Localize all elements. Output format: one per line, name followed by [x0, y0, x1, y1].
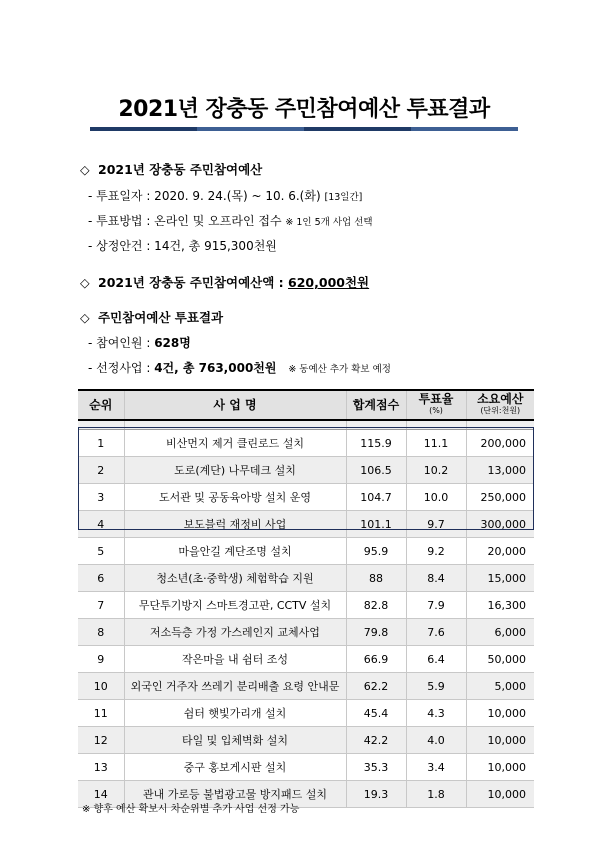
table-row	[78, 700, 534, 727]
header-budget-label: 소요예산	[477, 392, 524, 406]
row-rate: 4.3	[406, 700, 466, 727]
table-row	[78, 727, 534, 754]
row-rank: 7	[78, 592, 124, 619]
row-project-name: 보도블럭 재정비 사업	[124, 511, 346, 538]
row-budget: 15,000	[466, 565, 534, 592]
section-3-heading	[80, 308, 223, 326]
footnote: ※ 향후 예산 확보시 차순위별 추가 사업 선정 가능	[82, 804, 300, 815]
row-score: 42.2	[346, 727, 406, 754]
row-project-name: 타일 및 입체벽화 설치	[124, 727, 346, 754]
row-score: 62.2	[346, 673, 406, 700]
table-row	[78, 754, 534, 781]
row-rank: 6	[78, 565, 124, 592]
agenda-line	[88, 237, 277, 254]
row-score: 45.4	[346, 700, 406, 727]
row-rank: 11	[78, 700, 124, 727]
participants-label: - 참여인원 :	[88, 336, 155, 350]
row-score: 82.8	[346, 592, 406, 619]
selected-note: ※ 동예산 추가 확보 예정	[288, 364, 391, 375]
row-budget: 5,000	[466, 673, 534, 700]
row-score: 88	[346, 565, 406, 592]
table-row	[78, 646, 534, 673]
section-1-title: 2021년 장충동 주민참여예산	[98, 162, 263, 177]
row-project-name: 도로(계단) 나무데크 설치	[124, 457, 346, 484]
vote-method-text: - 투표방법 : 온라인 및 오프라인 접수	[88, 214, 282, 228]
section-1-heading	[80, 160, 262, 178]
row-rate: 9.2	[406, 538, 466, 565]
row-rate: 5.9	[406, 673, 466, 700]
row-budget: 10,000	[466, 781, 534, 808]
row-budget: 10,000	[466, 754, 534, 781]
row-rank: 12	[78, 727, 124, 754]
participants-value: 628명	[154, 336, 191, 350]
row-rate: 6.4	[406, 646, 466, 673]
vote-method-note: ※ 1인 5개 사업 선택	[285, 217, 373, 228]
row-score: 95.9	[346, 538, 406, 565]
row-budget: 16,300	[466, 592, 534, 619]
vote-method-line	[88, 212, 373, 229]
agenda-text: - 상정안건 : 14건, 총 915,300천원	[88, 239, 277, 253]
table-row	[78, 673, 534, 700]
row-rank: 10	[78, 673, 124, 700]
row-rank: 2	[78, 457, 124, 484]
vote-date-text: - 투표일자 : 2020. 9. 24.(목) ~ 10. 6.(화)	[88, 189, 321, 203]
table-row	[78, 511, 534, 538]
budget-amount: 620,000천원	[288, 275, 370, 290]
row-rate: 7.6	[406, 619, 466, 646]
row-budget: 13,000	[466, 457, 534, 484]
row-rank: 1	[78, 430, 124, 457]
table-row	[78, 430, 534, 457]
row-budget: 10,000	[466, 700, 534, 727]
row-score: 35.3	[346, 754, 406, 781]
row-budget: 250,000	[466, 484, 534, 511]
title-underline	[90, 127, 518, 131]
header-name: 사 업 명	[124, 390, 346, 420]
row-project-name: 중구 홍보게시판 설치	[124, 754, 346, 781]
row-rank: 8	[78, 619, 124, 646]
row-rate: 8.4	[406, 565, 466, 592]
row-rank: 13	[78, 754, 124, 781]
selected-label: - 선정사업 :	[88, 361, 155, 375]
row-budget: 200,000	[466, 430, 534, 457]
row-rank: 3	[78, 484, 124, 511]
header-rate	[406, 390, 466, 420]
row-budget: 20,000	[466, 538, 534, 565]
row-rank: 14	[78, 781, 124, 808]
vote-date-line	[88, 187, 362, 204]
diamond-bullet-icon: ◇	[80, 162, 90, 177]
row-score: 104.7	[346, 484, 406, 511]
header-rank: 순위	[78, 390, 124, 420]
row-score: 106.5	[346, 457, 406, 484]
diamond-bullet-icon: ◇	[80, 275, 90, 290]
section-2-title: 2021년 장충동 주민참여예산액 :	[98, 275, 289, 290]
row-project-name: 관내 가로등 불법광고물 방지패드 설치	[124, 781, 346, 808]
row-rate: 11.1	[406, 430, 466, 457]
header-budget	[466, 390, 534, 420]
table-row	[78, 484, 534, 511]
row-rate: 9.7	[406, 511, 466, 538]
participants-line	[88, 334, 191, 351]
diamond-bullet-icon: ◇	[80, 310, 90, 325]
table-row	[78, 619, 534, 646]
row-project-name: 쉼터 햇빛가리개 설치	[124, 700, 346, 727]
page-title: 2021년 장충동 주민참여예산 투표결과	[118, 97, 490, 122]
selected-line	[88, 359, 391, 376]
row-budget: 50,000	[466, 646, 534, 673]
table-row	[78, 538, 534, 565]
header-rate-unit: (%)	[429, 406, 443, 415]
row-budget: 300,000	[466, 511, 534, 538]
row-project-name: 청소년(초·중학생) 체험학습 지원	[124, 565, 346, 592]
row-project-name: 마을안길 계단조명 설치	[124, 538, 346, 565]
row-project-name: 무단투기방지 스마트경고판, CCTV 설치	[124, 592, 346, 619]
row-project-name: 작은마을 내 쉼터 조성	[124, 646, 346, 673]
row-rate: 10.2	[406, 457, 466, 484]
row-rank: 5	[78, 538, 124, 565]
table-row	[78, 457, 534, 484]
row-rank: 4	[78, 511, 124, 538]
table-header-row	[78, 390, 534, 420]
row-project-name: 도서관 및 공동육아방 설치 운영	[124, 484, 346, 511]
row-score: 79.8	[346, 619, 406, 646]
row-budget: 10,000	[466, 727, 534, 754]
row-score: 115.9	[346, 430, 406, 457]
row-rate: 4.0	[406, 727, 466, 754]
row-budget: 6,000	[466, 619, 534, 646]
table-spacer-row	[78, 420, 534, 430]
table-row	[78, 592, 534, 619]
header-rate-label: 투표율	[418, 392, 454, 406]
vote-date-note: [13일간]	[324, 192, 363, 203]
row-rate: 1.8	[406, 781, 466, 808]
row-rank: 9	[78, 646, 124, 673]
row-score: 101.1	[346, 511, 406, 538]
row-project-name: 저소득층 가정 가스레인지 교체사업	[124, 619, 346, 646]
header-budget-unit: (단위:천원)	[480, 406, 521, 415]
row-project-name: 외국인 거주자 쓰레기 분리배출 요령 안내문	[124, 673, 346, 700]
section-3-title: 주민참여예산 투표결과	[98, 310, 224, 325]
row-score: 66.9	[346, 646, 406, 673]
header-score: 합계점수	[346, 390, 406, 420]
results-table	[78, 389, 534, 808]
table-row	[78, 565, 534, 592]
row-rate: 3.4	[406, 754, 466, 781]
row-score: 19.3	[346, 781, 406, 808]
row-rate: 7.9	[406, 592, 466, 619]
row-project-name: 비산먼지 제거 클린로드 설치	[124, 430, 346, 457]
selected-value: 4건, 총 763,000천원	[154, 361, 277, 375]
row-rate: 10.0	[406, 484, 466, 511]
section-2-heading	[80, 273, 369, 291]
